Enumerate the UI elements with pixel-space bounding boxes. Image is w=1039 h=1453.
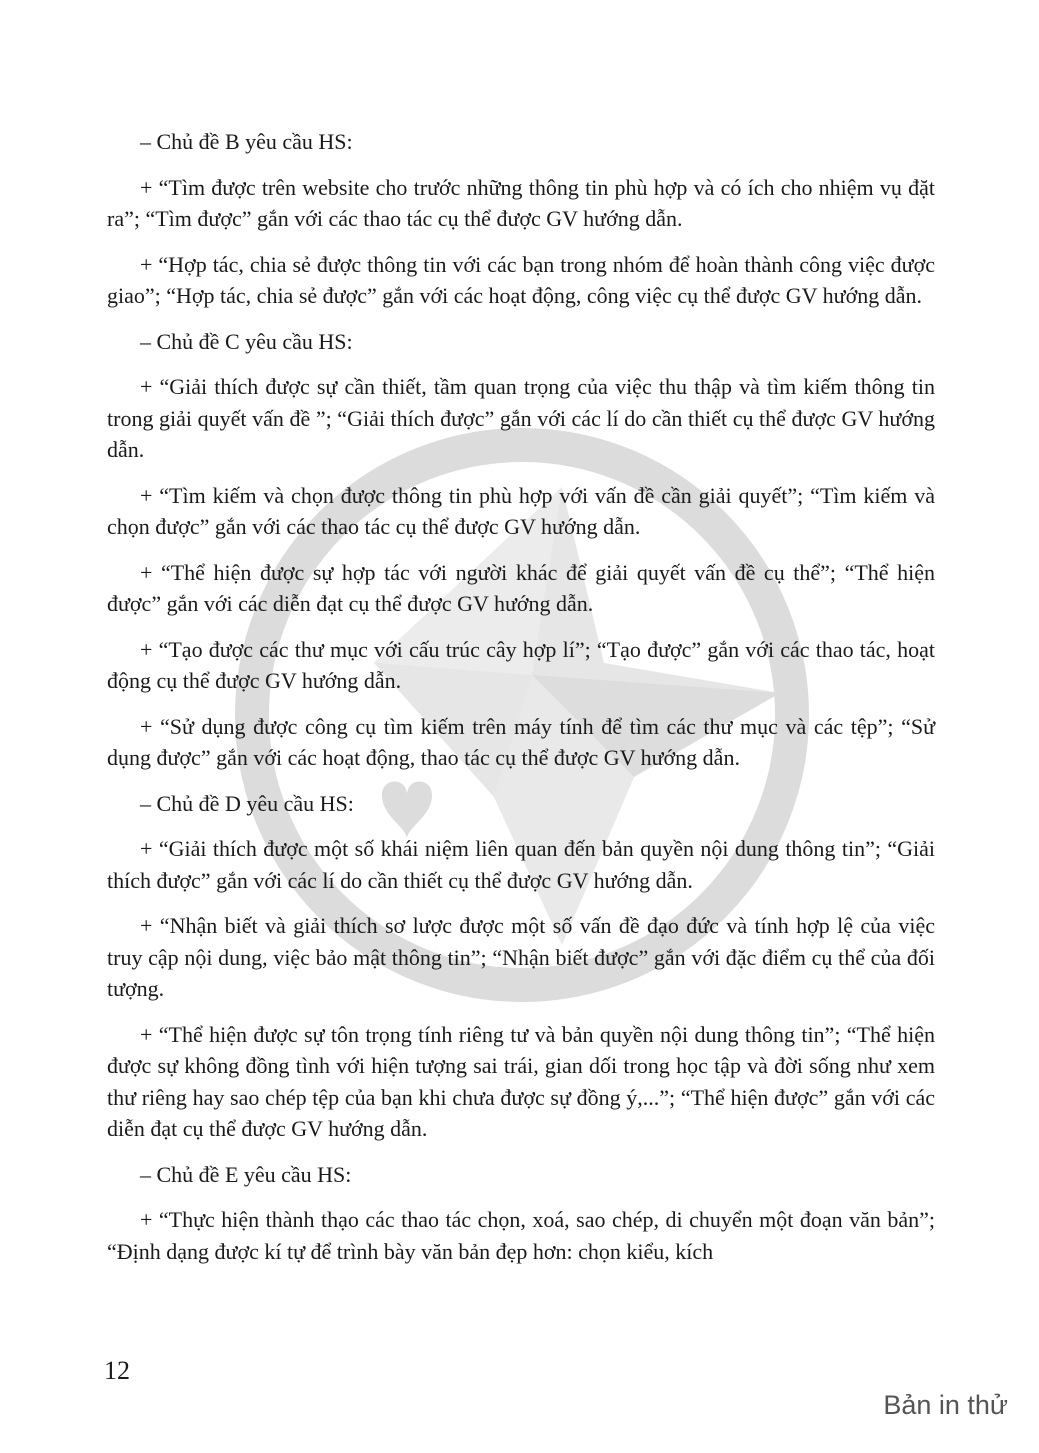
paragraph: + “Sử dụng được công cụ tìm kiếm trên máy tính để tìm các thư mục và các tệp”; “Sử dụng được” gắn với các hoạt động, thao tác cụ thể được GV hướng dẫn. — [107, 713, 935, 770]
paragraph: + “Thực hiện thành thạo các thao tác chọn, xoá, sao chép, di chuyển một đoạn văn bản”; “Định dạng được kí tự để trình bày văn bản đẹp hơn: chọn kiểu, kích — [107, 1207, 935, 1264]
paragraph: + “Nhận biết và giải thích sơ lược được một số vấn đề đạo đức và tính hợp lệ của việc truy cập nội dung, việc bảo mật thông tin”; “Nhận biết được” gắn với đặc điểm cụ thể của đối tượng. — [107, 913, 935, 1001]
paragraph: – Chủ đề D yêu cầu HS: — [140, 790, 354, 816]
paragraph: + “Tạo được các thư mục với cấu trúc cây hợp lí”; “Tạo được” gắn với các thao tác, hoạt động cụ thể được GV hướng dẫn. — [107, 636, 935, 693]
page-number: 12 — [104, 1356, 130, 1385]
paragraph: + “Hợp tác, chia sẻ được thông tin với các bạn trong nhóm để hoàn thành công việc được giao”; “Hợp tác, chia sẻ được” gắn với các hoạt động, công việc cụ thể được GV hướng dẫn. — [107, 251, 935, 308]
paragraph: + “Giải thích được sự cần thiết, tầm quan trọng của việc thu thập và tìm kiếm thông tin trong giải quyết vấn đề ”; “Giải thích được” gắn với các lí do cần thiết cụ thể được GV hướng dẫn. — [107, 374, 935, 462]
paragraph: + “Thể hiện được sự tôn trọng tính riêng tư và bản quyền nội dung thông tin”; “Thể hiện được sự không đồng tình với hiện tượng sai trái, gian dối trong học tập và đời sống như xem thư riêng hay sao chép tệp của bạn khi chưa được sự đồng ý,...”; “Thể hiện được” gắn với các diễn đạt cụ thể được GV hướng dẫn. — [107, 1021, 935, 1141]
page-body — [107, 126, 935, 1281]
paragraph: + “Tìm kiếm và chọn được thông tin phù hợp với vấn đề cần giải quyết”; “Tìm kiếm và chọn được” gắn với các thao tác cụ thể được GV hướng dẫn. — [107, 482, 935, 539]
paragraph: – Chủ đề E yêu cầu HS: — [140, 1161, 352, 1187]
paragraph: – Chủ đề B yêu cầu HS: — [140, 129, 353, 154]
paragraph: + “Thể hiện được sự hợp tác với người khác để giải quyết vấn đề cụ thể”; “Thể hiện được” gắn với các diễn đạt cụ thể được GV hướng dẫn. — [107, 559, 935, 616]
paragraph: + “Giải thích được một số khái niệm liên quan đến bản quyền nội dung thông tin”; “Giải thích được” gắn với các lí do cần thiết cụ thể được GV hướng dẫn. — [107, 836, 935, 893]
draft-stamp: Bản in thử — [883, 1390, 1008, 1420]
paragraph: + “Tìm được trên website cho trước những thông tin phù hợp và có ích cho nhiệm vụ đặt ra”; “Tìm được” gắn với các thao tác cụ thể được GV hướng dẫn. — [107, 174, 935, 231]
paragraph: – Chủ đề C yêu cầu HS: — [140, 328, 353, 354]
